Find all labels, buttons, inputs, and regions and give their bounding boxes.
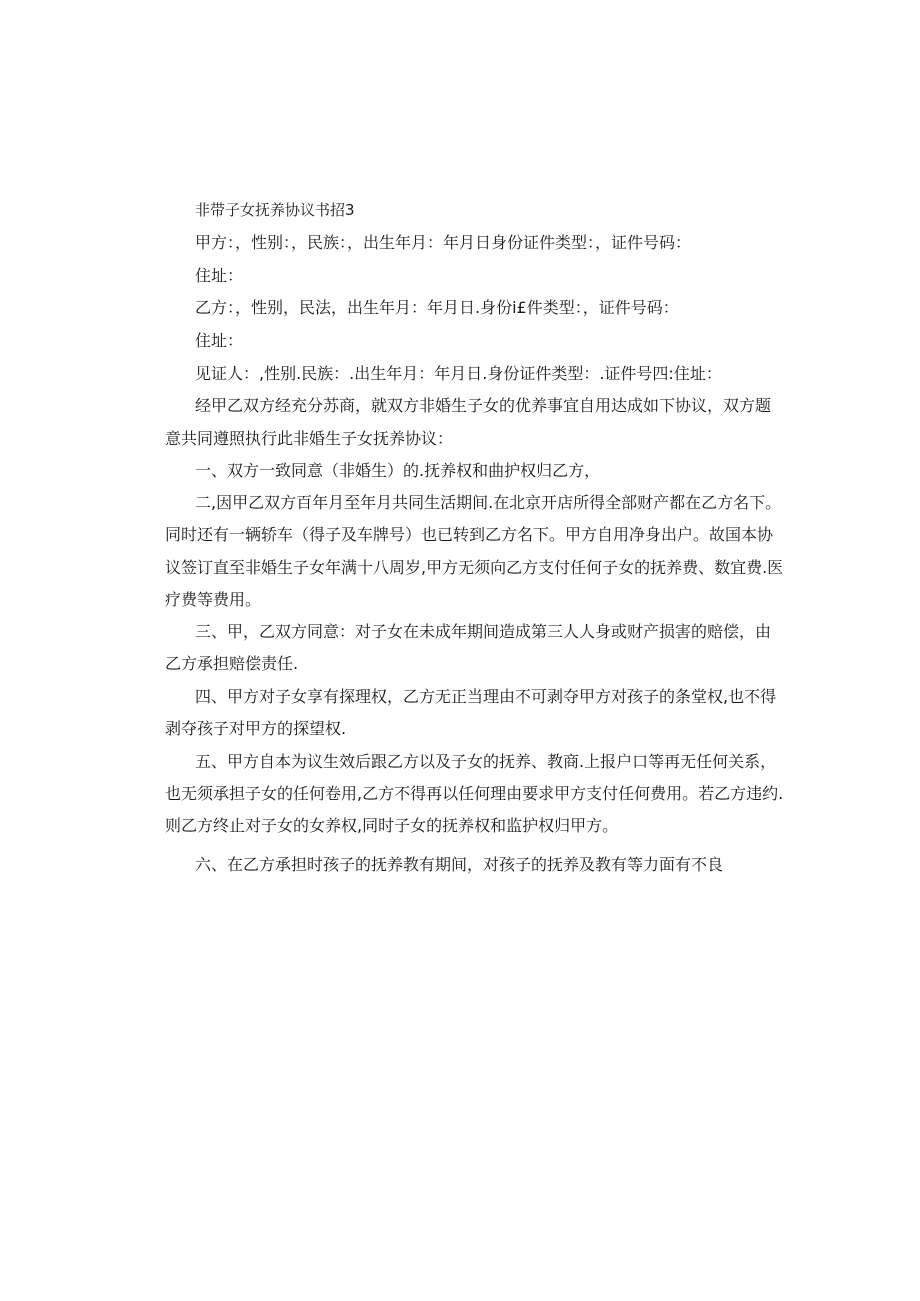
party-a-address: 住址： [195,266,244,285]
party-a-info: 甲方：，性别：，民族：，出生年月：年月日身份证件类型：，证件号码： [195,233,692,252]
clause-6-line-1: 六、在乙方承担时孩子的抚养教有期间，对孩子的抚养及教有等力面有不良 [195,855,724,874]
clause-1: 一、双方一致同意（非婚生）的.抚养权和曲护权归乙方， [195,461,601,480]
clause-3-line-1: 三、甲，乙双方同意：对子女在未成年期间造成第三人人身或财产损害的赔偿，由 [195,622,772,641]
party-b-info: 乙方：，性别，民法，出生年月：年月日.身份i£件类型：，证件号码： [195,298,679,317]
party-b-address: 住址： [195,331,244,350]
document-title: 非带子女抚养协议书招3 [195,201,355,219]
witness-info: 见证人：,性别.民族：.出生年月：年月日.身份证件类型：.证件号四:住址： [195,364,722,383]
preamble-line-1: 经甲乙双方经充分苏商，就双方非婚生子女的优养事宜自用达成如下协议，双方题 [195,396,772,415]
clause-5-line-2: 也无须承担子女的任何卷用,乙方不得再以任何理由要求甲方支付任何费用。若乙方违约. [165,784,784,803]
clause-2-line-3: 议签订直至非婚生子女年满十八周岁,甲方无须向乙方支付任何子女的抚养费、数宜费.医 [165,558,784,577]
clause-4-line-2: 剥夺孩子对甲方的探望权. [165,719,347,738]
clause-2-line-1: 二,因甲乙双方百年月至年月共同生活期间.在北京开店所得全部财产都在乙方名下。 [195,493,782,512]
clause-3-line-2: 乙方承担赔偿责任. [165,654,299,673]
clause-2-line-4: 疗费等费用。 [165,590,262,609]
clause-5-line-1: 五、甲方自本为议生效后跟乙方以及子女的抚养、教商.上报户口等再无任何关系， [195,752,777,771]
preamble-line-2: 意共同遵照执行此非婚生子女抚养协议： [165,429,454,448]
clause-5-line-3: 则乙方终止对子女的女养权,同时子女的抚养权和监护权归甲方。 [165,816,619,835]
clause-4-line-1: 四、甲方对子女享有探理权，乙方无正当理由不可剥夺甲方对孩子的条堂权,也不得 [195,687,777,706]
clause-2-line-2: 同时还有一辆轿车（得子及车牌号）也已转到乙方名下。甲方自用净身出户。故国本协 [165,525,774,544]
